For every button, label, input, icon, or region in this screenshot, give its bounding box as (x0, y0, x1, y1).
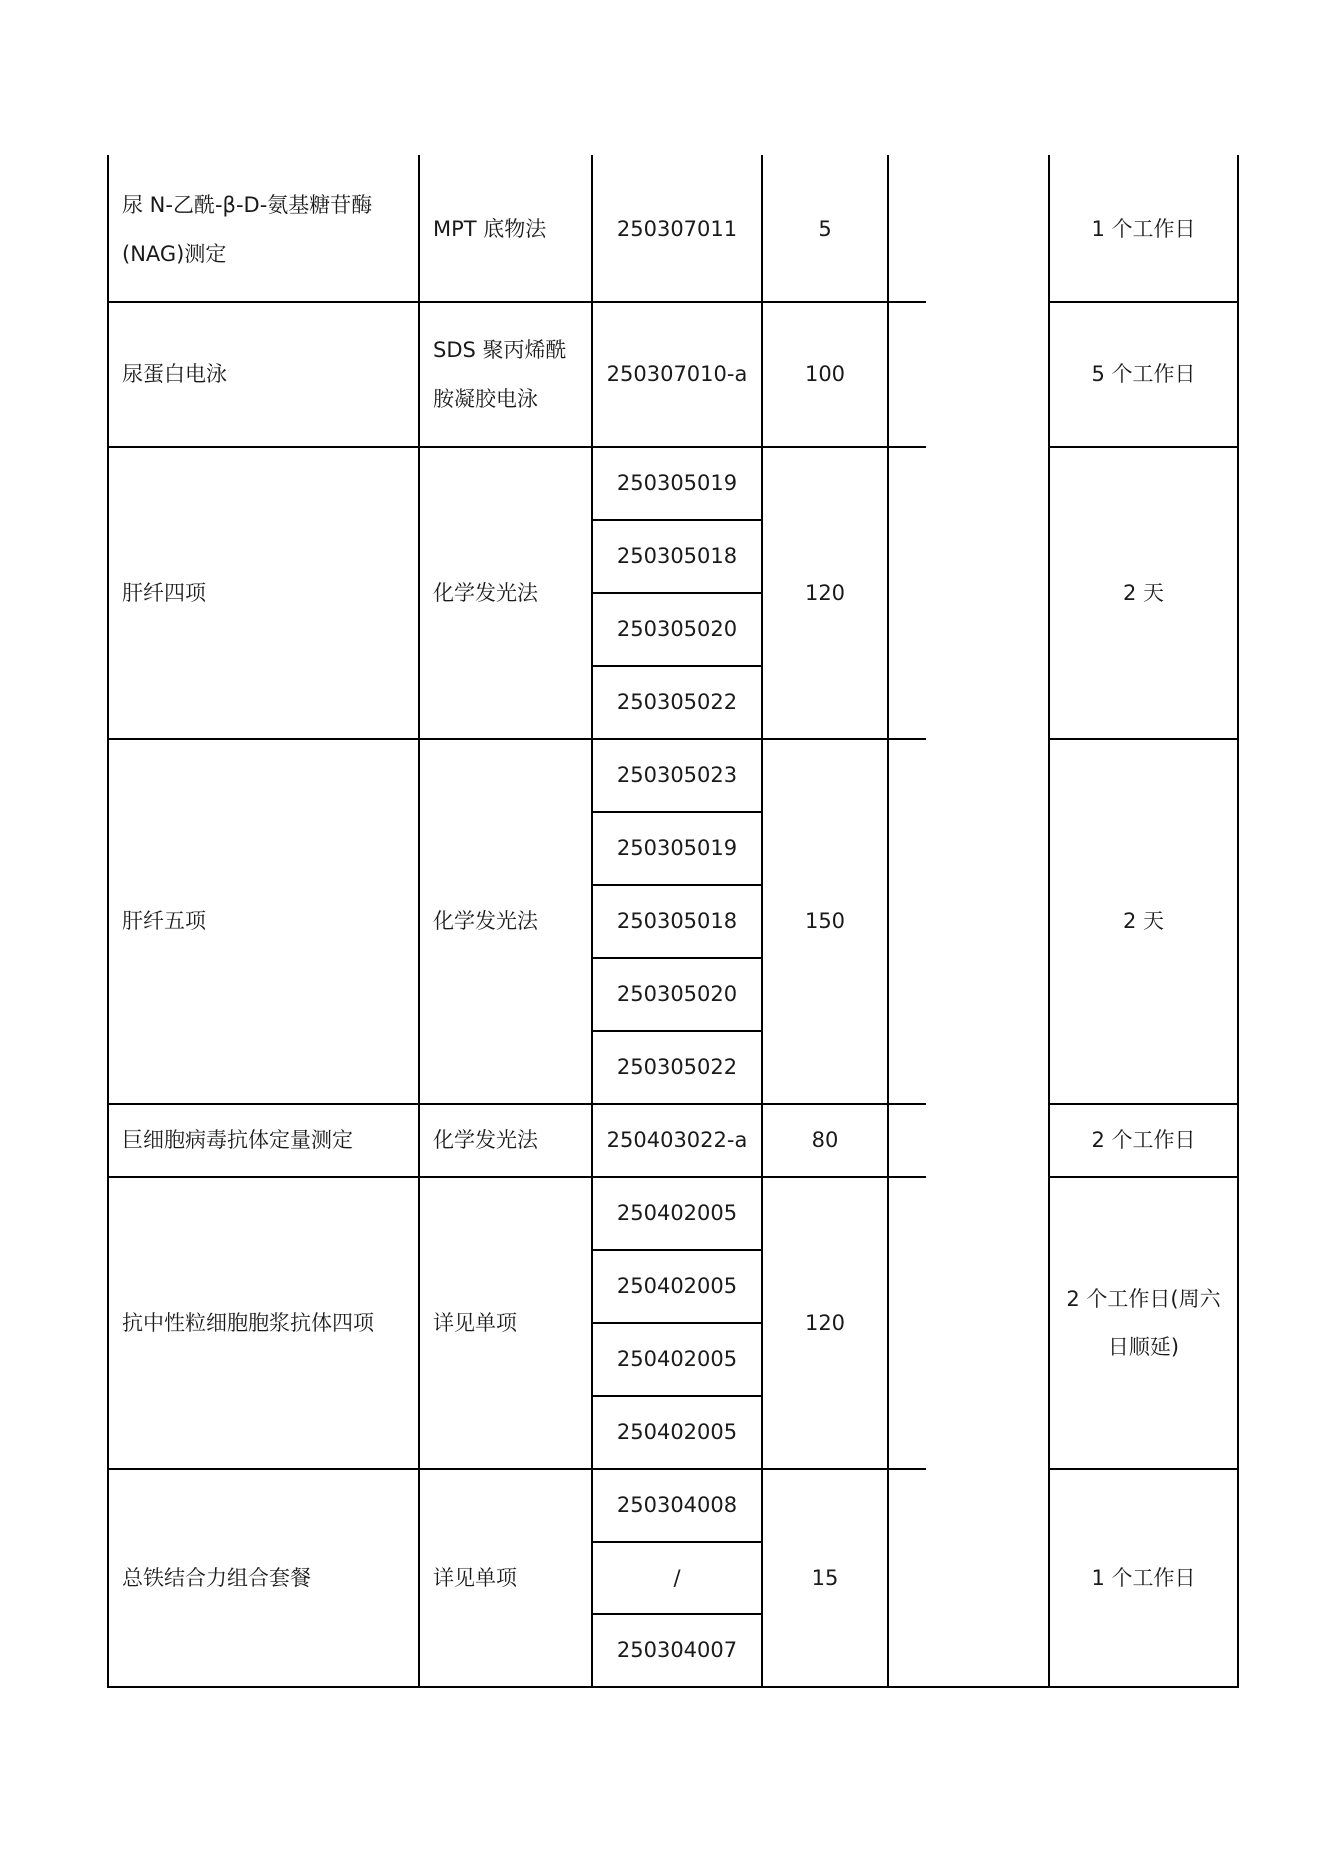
code-cell (592, 447, 762, 520)
item-name-lines (122, 569, 206, 617)
turnaround-time-lines (1123, 897, 1164, 945)
item-name-cell (108, 1469, 419, 1687)
fee-code: 250304008 (616, 1493, 738, 1518)
method-text: 胺凝胶电泳 (433, 386, 538, 411)
turnaround-time: 1 个工作日 (1091, 1565, 1196, 1590)
code-cell (592, 593, 762, 666)
fee-code: 250305019 (616, 836, 738, 861)
fee-code: 250402005 (616, 1420, 738, 1445)
fee-code: 250305022 (616, 690, 738, 715)
method-text-lines (433, 1554, 517, 1602)
turnaround-cell (1049, 1177, 1238, 1469)
code-cell (592, 1104, 762, 1177)
price-cell (762, 1104, 888, 1177)
method-text: 化学发光法 (433, 1128, 538, 1153)
item-name-lines (122, 1116, 353, 1164)
item-name: 尿 N-乙酰-β-D-氨基糖苷酶 (122, 193, 373, 218)
item-name: 抗中性粒细胞胞浆抗体四项 (122, 1310, 374, 1335)
method-text: MPT 底物法 (433, 217, 547, 242)
blank-cell (888, 447, 1049, 739)
code-cell (592, 1177, 762, 1250)
item-name-cell (108, 1177, 419, 1469)
method-text: SDS 聚丙烯酰 (433, 338, 567, 363)
method-cell (419, 1177, 592, 1469)
turnaround-cell (1049, 739, 1238, 1104)
fee-code: 250305018 (616, 909, 738, 934)
item-name: 总铁结合力组合套餐 (122, 1565, 311, 1590)
code-cell (592, 157, 762, 302)
turnaround-time-lines (1091, 350, 1195, 398)
fee-code: 250305020 (616, 982, 738, 1007)
item-name: 肝纤五项 (122, 909, 206, 934)
blank-cell (888, 157, 1049, 302)
code-cell (592, 520, 762, 593)
turnaround-cell (1049, 157, 1238, 302)
blank-cell (888, 1469, 1049, 1687)
fee-code: 250305019 (616, 471, 738, 496)
fee-code: 250402005 (616, 1347, 738, 1372)
item-name-cell (108, 302, 419, 447)
blank-cell (888, 1104, 1049, 1177)
turnaround-time-lines (1123, 569, 1164, 617)
method-text: 化学发光法 (433, 909, 538, 934)
fee-code: 250304007 (616, 1638, 738, 1663)
fee-code: 250402005 (616, 1201, 738, 1226)
price-value: 120 (804, 1310, 846, 1335)
price-cell (762, 739, 888, 1104)
fee-code: 250307010-a (606, 362, 748, 387)
method-text-lines (433, 569, 538, 617)
fee-code: 250305022 (616, 1055, 738, 1080)
method-cell (419, 447, 592, 739)
method-cell (419, 1104, 592, 1177)
fee-code: 250307011 (616, 217, 738, 242)
turnaround-time-lines (1091, 205, 1195, 253)
code-cell (592, 1614, 762, 1687)
price-value: 120 (804, 580, 846, 605)
turnaround-time: 5 个工作日 (1091, 362, 1196, 387)
price-cell (762, 157, 888, 302)
fee-code: / (673, 1565, 681, 1590)
item-name-cell (108, 739, 419, 1104)
price-value: 5 (818, 217, 832, 242)
method-text-lines (433, 326, 567, 423)
item-name-cell (108, 1104, 419, 1177)
item-name: 巨细胞病毒抗体定量测定 (122, 1128, 353, 1153)
code-cell (592, 958, 762, 1031)
turnaround-cell (1049, 1104, 1238, 1177)
code-cell (592, 1250, 762, 1323)
code-cell (592, 885, 762, 958)
method-text: 详见单项 (433, 1310, 517, 1335)
method-cell (419, 1469, 592, 1687)
turnaround-cell (1049, 447, 1238, 739)
turnaround-time: 2 天 (1122, 580, 1165, 605)
fee-code: 250305023 (616, 763, 738, 788)
item-name-cell (108, 447, 419, 739)
blank-cell (888, 302, 1049, 447)
item-name-lines (122, 1299, 374, 1347)
price-cell (762, 1177, 888, 1469)
code-cell (592, 1031, 762, 1104)
method-text: 化学发光法 (433, 580, 538, 605)
method-text-lines (433, 1299, 517, 1347)
method-text-lines (433, 897, 538, 945)
blank-cell (888, 739, 1049, 1104)
method-text: 详见单项 (433, 1565, 517, 1590)
blank-cell (888, 1177, 1049, 1469)
code-cell (592, 666, 762, 739)
method-cell (419, 302, 592, 447)
method-cell (419, 739, 592, 1104)
item-name-lines (122, 350, 227, 398)
item-name: (NAG)测定 (122, 241, 227, 266)
price-cell (762, 447, 888, 739)
price-value: 80 (811, 1128, 839, 1153)
code-cell (592, 1323, 762, 1396)
turnaround-time-lines (1066, 1275, 1220, 1372)
code-cell (592, 1542, 762, 1615)
turnaround-cell (1049, 302, 1238, 447)
price-value: 100 (804, 362, 846, 387)
turnaround-time: 2 个工作日(周六 (1066, 1286, 1221, 1311)
method-text-lines (433, 205, 546, 253)
item-name-lines (122, 897, 206, 945)
turnaround-time-lines (1091, 1116, 1195, 1164)
price-cell (762, 302, 888, 447)
code-cell (592, 302, 762, 447)
fee-code: 250305018 (616, 544, 738, 569)
price-value: 150 (804, 909, 846, 934)
fee-code: 250402005 (616, 1274, 738, 1299)
item-name: 尿蛋白电泳 (122, 362, 227, 387)
item-name-lines (122, 1554, 311, 1602)
turnaround-time: 2 天 (1122, 909, 1165, 934)
turnaround-time: 1 个工作日 (1091, 217, 1196, 242)
code-cell (592, 1469, 762, 1542)
turnaround-time: 2 个工作日 (1091, 1128, 1196, 1153)
turnaround-time: 日顺延) (1107, 1335, 1180, 1359)
code-cell (592, 739, 762, 812)
code-cell (592, 812, 762, 885)
price-cell (762, 1469, 888, 1687)
item-name-lines (122, 181, 372, 278)
method-cell (419, 157, 592, 302)
turnaround-time-lines (1091, 1554, 1195, 1602)
method-text-lines (433, 1116, 538, 1164)
code-cell (592, 1396, 762, 1469)
item-name-cell (108, 157, 419, 302)
item-name: 肝纤四项 (122, 580, 206, 605)
fee-code: 250403022-a (606, 1128, 748, 1153)
turnaround-cell (1049, 1469, 1238, 1687)
fee-code: 250305020 (616, 617, 738, 642)
price-value: 15 (811, 1565, 839, 1590)
